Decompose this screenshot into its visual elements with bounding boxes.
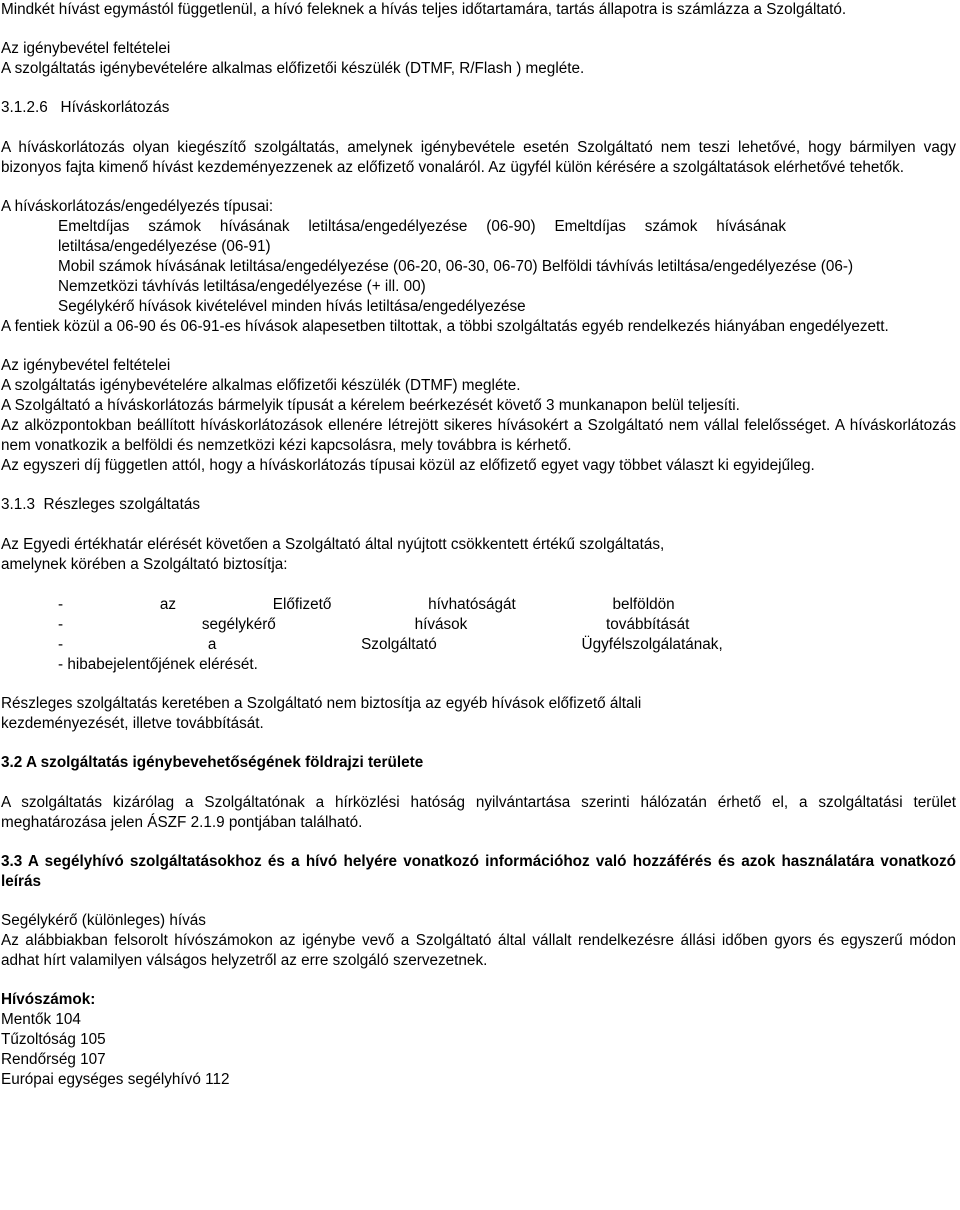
section-heading-3-1-3: 3.1.3 Részleges szolgáltatás bbox=[1, 496, 200, 513]
paragraph-defaults: A fentiek közül a 06-90 és 06-91-es hívások alapesetben tiltottak, a többi szolgáltatás egyéb rendelkezés hiányában engedélyezett. bbox=[1, 318, 889, 335]
barring-type-item: Segélykérő hívások kivételével minden hívás letiltása/engedélyezése bbox=[58, 298, 526, 315]
paragraph-call-barring: A híváskorlátozás olyan kiegészítő szolgáltatás, amelynek igénybevétele esetén Szolgáltató nem teszi lehetővé, hogy bármilyen vagy bizonyos fajta kimenő hívást kezdeményezzenek az előfizető vonaláról. Az ügyfél külön kérésére a szolgáltatások elérhetővé tehetők. bbox=[1, 139, 956, 176]
conditions-title: Az igénybevétel feltételei bbox=[1, 40, 171, 57]
emergency-number: Európai egységes segélyhívó 112 bbox=[1, 1071, 230, 1088]
emergency-number: Rendőrség 107 bbox=[1, 1051, 106, 1068]
barring-types-title: A híváskorlátozás/engedélyezés típusai: bbox=[1, 198, 274, 215]
section-heading-3-2: 3.2 A szolgáltatás igénybevehetőségének földrajzi területe bbox=[1, 754, 424, 771]
paragraph-billing: Mindkét hívást egymástól függetlenül, a hívó feleknek a hívás teljes időtartamára, tartás állapotra is számlázza a Szolgáltató. bbox=[1, 1, 847, 18]
numbers-title: Hívószámok: bbox=[1, 991, 96, 1008]
paragraph-emergency: Az alábbiakban felsorolt hívószámokon az igénybe vevő a Szolgáltató által vállalt rendelkezésre állási időben gyors és egyszerű módon adhat hírt valamilyen válságos helyzetről az erre szolgáló szervezetnek. bbox=[1, 932, 956, 969]
conditions-title-2: Az igénybevétel feltételei bbox=[1, 357, 171, 374]
conditions-line: A Szolgáltató a híváskorlátozás bármelyik típusát a kérelem beérkezését követő 3 munkanapon belül teljesíti. bbox=[1, 397, 740, 414]
dash-list-item: - hibabejelentőjének elérését. bbox=[58, 656, 258, 673]
conditions-line: Az alközpontokban beállított híváskorlátozások ellenére létrejött sikeres hívásokért a Szolgáltató nem vállal felelősséget. A híváskorlátozás nem vonatkozik a belföldi és nemzetközi kézi kapcsolásra, mely továbbra is kérhető. bbox=[1, 417, 956, 454]
dash-list-item: - a Szolgáltató Ügyfélszolgálatának, bbox=[58, 636, 723, 653]
barring-type-item: Emeltdíjas számok hívásának letiltása/engedélyezése (06-90) Emeltdíjas számok hívásának letiltása/engedélyezése (06-91) bbox=[58, 218, 786, 255]
emergency-number: Tűzoltóság 105 bbox=[1, 1031, 106, 1048]
paragraph-partial-service: Részleges szolgáltatás keretében a Szolgáltató nem biztosítja az egyéb hívások előfizető általi kezdeményezését, illetve továbbítását. bbox=[1, 695, 642, 732]
conditions-line: A szolgáltatás igénybevételére alkalmas előfizetői készülék (DTMF) megléte. bbox=[1, 377, 521, 394]
spacer bbox=[1, 575, 956, 595]
emergency-call-title: Segélykérő (különleges) hívás bbox=[1, 912, 206, 929]
dash-list-item: - segélykérő hívások továbbítását bbox=[58, 616, 690, 633]
barring-type-item: Nemzetközi távhívás letiltása/engedélyezése (+ ill. 00) bbox=[58, 278, 426, 295]
section-heading-3-1-2-6: 3.1.2.6 Híváskorlátozás bbox=[1, 99, 170, 116]
paragraph-individual-limit: Az Egyedi értékhatár elérését követően a Szolgáltató által nyújtott csökkentett értékű szolgáltatás, amelynek körében a Szolgáltató biztosítja: bbox=[1, 536, 665, 573]
emergency-number: Mentők 104 bbox=[1, 1011, 81, 1028]
barring-type-item: Mobil számok hívásának letiltása/engedélyezése (06-20, 06-30, 06-70) Belföldi távhívás letiltása/engedélyezése (06-) bbox=[58, 258, 854, 275]
conditions-line: Az egyszeri díj független attól, hogy a híváskorlátozás típusai közül az előfizető egyet vagy többet választ ki egyidejűleg. bbox=[1, 457, 815, 474]
section-heading-3-3: 3.3 A segélyhívó szolgáltatásokhoz és a hívó helyére vonatkozó információhoz való hozzáférés és azok használatára vonatkozó leírás bbox=[1, 853, 956, 890]
paragraph-geographic-area: A szolgáltatás kizárólag a Szolgáltatónak a hírközlési hatóság nyilvántartása szerinti hálózatán érhető el, a szolgáltatási terület meghatározása jelen ÁSZF 2.1.9 pontjában található. bbox=[1, 794, 956, 831]
conditions-text: A szolgáltatás igénybevételére alkalmas előfizetői készülék (DTMF, R/Flash ) megléte. bbox=[1, 60, 585, 77]
dash-list-item: - az Előfizető hívhatóságát belföldön bbox=[58, 596, 675, 613]
